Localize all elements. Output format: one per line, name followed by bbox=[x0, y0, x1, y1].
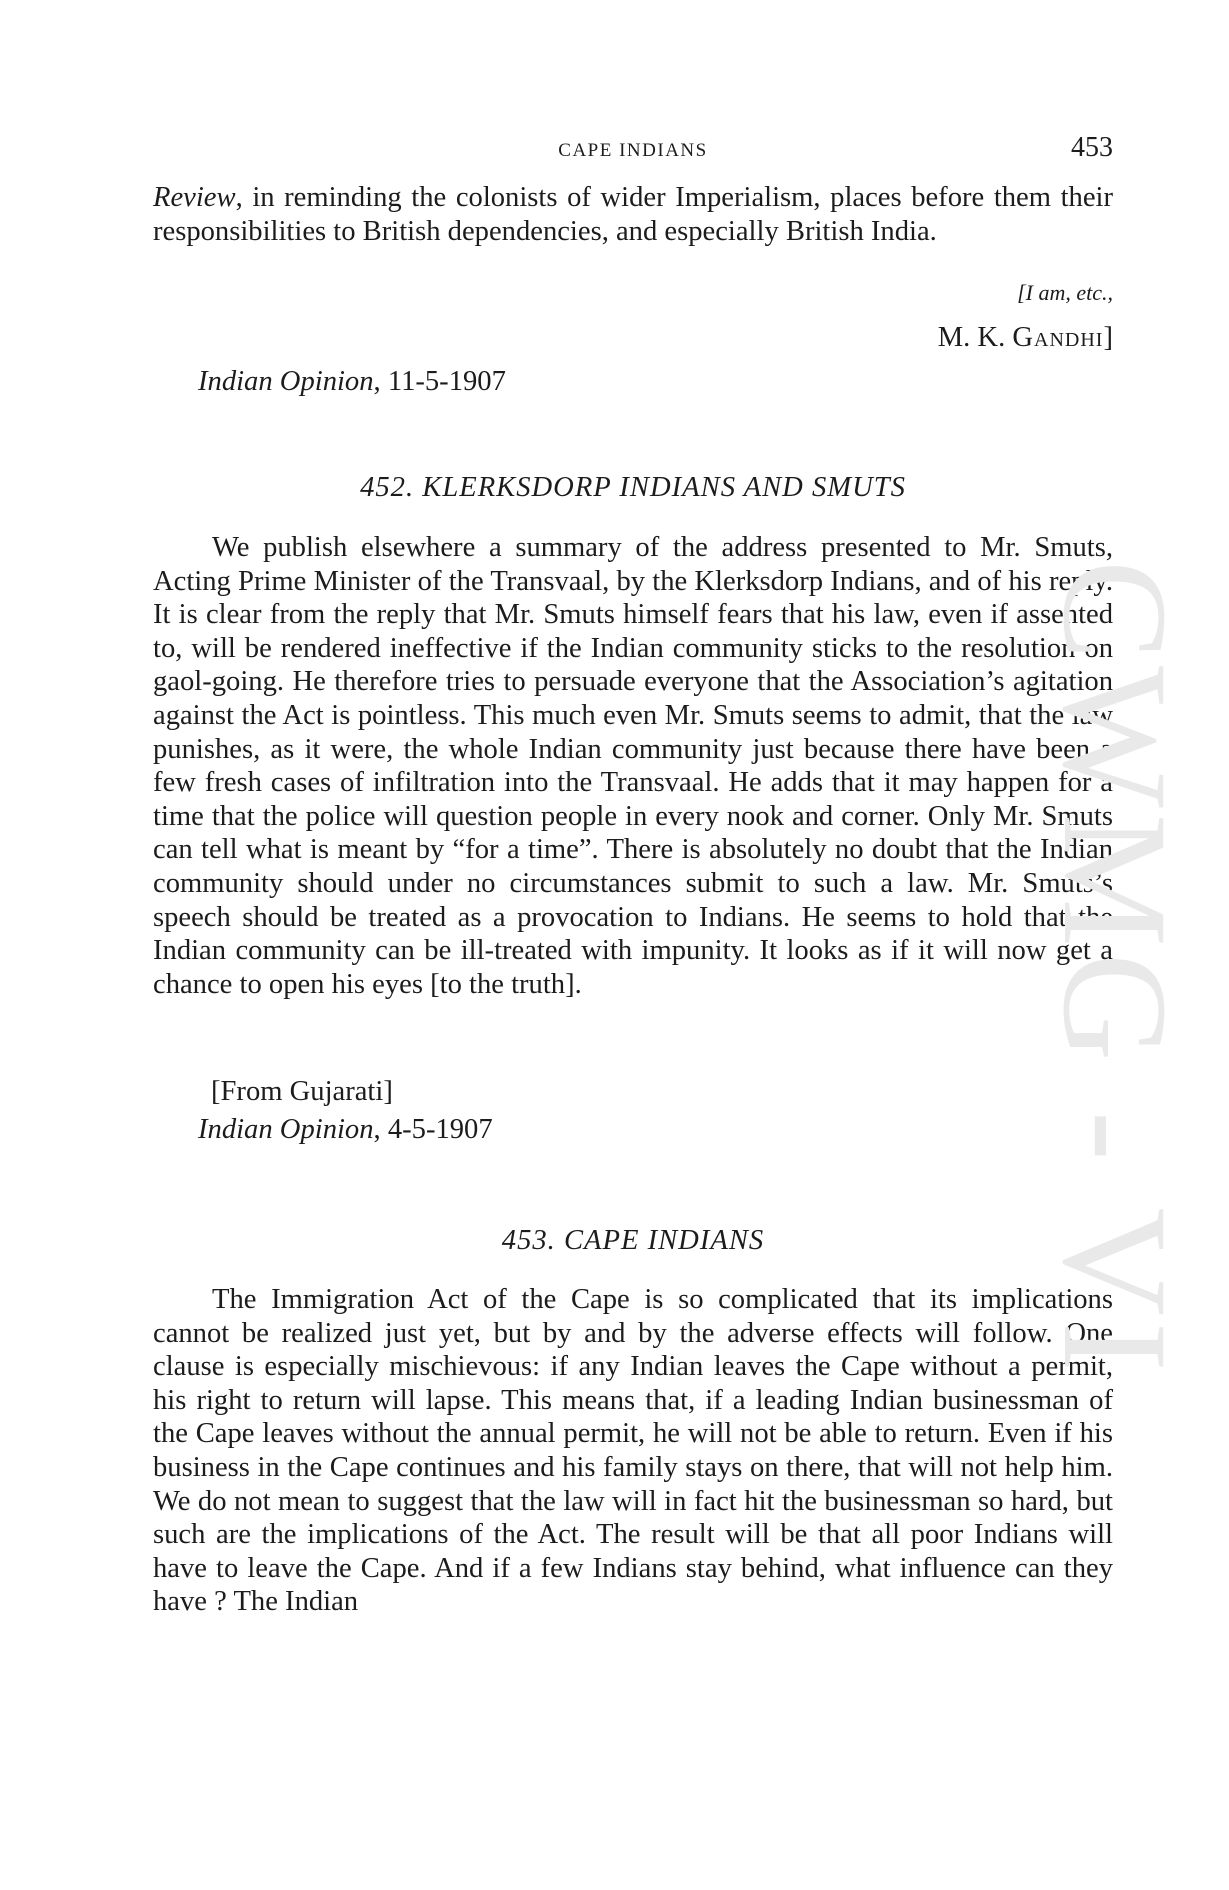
signature-bracket: ] bbox=[1103, 322, 1113, 353]
translation-note: [From Gujarati] bbox=[211, 1076, 393, 1107]
source-1-publication: Indian Opinion bbox=[198, 366, 374, 397]
source-1-date: , 11-5-1907 bbox=[373, 366, 506, 397]
source-2-publication: Indian Opinion bbox=[198, 1114, 374, 1145]
source-citation-2 bbox=[198, 1114, 493, 1146]
watermark: CWMG - VI bbox=[1032, 560, 1198, 1378]
running-head bbox=[153, 132, 1113, 172]
source-2-date: , 4-5-1907 bbox=[373, 1114, 493, 1145]
article-453-body: The Immigration Act of the Cape is so complicated that its implications cannot be realized just yet, but by and by the adverse effects will follow. One clause is especially mischievous: if any Indian leaves the Cape without a permit, his right to return will lapse. This means that, if a leading Indian businessman of the Cape leaves without the annual permit, he will not be able to return. Even if his business in the Cape continues and his family stays on there, that will not help him. We do not mean to suggest that the law will in fact hit the businessman so hard, but such are the implications of the Act. The result will be that all poor Indians will have to leave the Cape. And if a few Indians stay behind, what influence can they have ? The Indian bbox=[153, 1284, 1113, 1618]
signature bbox=[938, 322, 1113, 354]
signature-name: Gandhi bbox=[1012, 322, 1104, 353]
article-452-body: We publish elsewhere a summary of the address presented to Mr. Smuts, Acting Prime Minister of the Transvaal, by the Klerksdorp Indians, and of his reply. It is clear from the reply that Mr. Smuts himself fears that his law, even if assented to, will be rendered ineffective if the Indian community sticks to the resolution on gaol-going. He therefore tries to persuade everyone that the Association’s agitation against the Act is pointless. This much even Mr. Smuts seems to admit, that the law punishes, as it were, the whole Indian community just because there have been a few fresh cases of infiltration into the Transvaal. He adds that it may happen for a time that the police will question people in every nook and corner. Only Mr. Smuts can tell what is meant by “for a time”. There is absolutely no doubt that the Indian community should under no circumstances submit to such a law. Mr. Smuts’s speech should be treated as a provocation to Indians. He seems to hold that the Indian community can be ill-treated with impunity. It looks as if it will now get a chance to open his eyes [to the truth]. bbox=[153, 532, 1113, 1000]
article-452-heading: 452. KLERKSDORP INDIANS AND SMUTS bbox=[360, 472, 906, 503]
signature-initials: M. K. bbox=[937, 322, 1013, 353]
closing-salutation: [I am, etc., bbox=[1017, 280, 1113, 305]
page-number: 453 bbox=[1071, 132, 1113, 163]
carryover-text: , in reminding the colonists of wider Imperialism, places before them their responsibilities to British dependencies, and especially British India. bbox=[153, 182, 1113, 247]
carryover-paragraph bbox=[153, 181, 1113, 248]
article-453-heading: 453. CAPE INDIANS bbox=[501, 1225, 765, 1256]
document-page bbox=[153, 0, 1113, 1890]
carryover-lead-italic: Review bbox=[153, 182, 236, 213]
running-head-title: CAPE INDIANS bbox=[558, 140, 708, 161]
source-citation-1 bbox=[198, 366, 506, 398]
